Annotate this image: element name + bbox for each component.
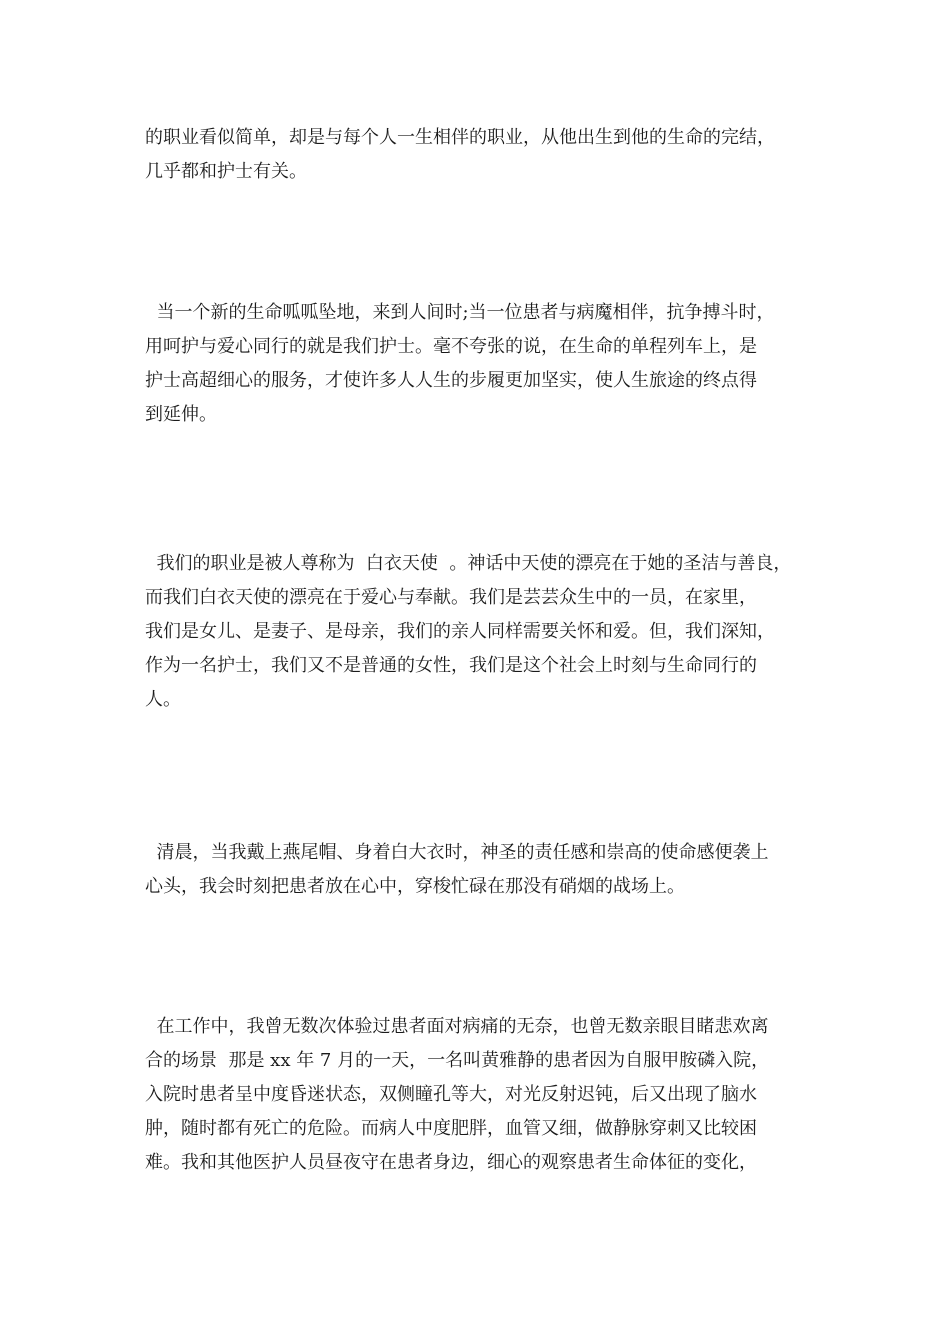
text-line: 入院时患者呈中度昏迷状态，双侧瞳孔等大，对光反射迟钝，后又出现了脑水 — [145, 1084, 757, 1105]
text-line: 作为一名护士，我们又不是普通的女性，我们是这个社会上时刻与生命同行的 — [145, 655, 757, 676]
paragraph-4 — [145, 836, 815, 904]
text-line: 到延伸。 — [145, 404, 217, 425]
text-line: 用呵护与爱心同行的就是我们护士。毫不夸张的说，在生命的单程列车上，是 — [145, 336, 757, 357]
paragraph-3 — [145, 547, 815, 717]
text-line: 几乎都和护士有关。 — [145, 161, 307, 182]
text-line: 清晨，当我戴上燕尾帽、身着白大衣时，神圣的责任感和崇高的使命感便袭上 — [145, 842, 769, 863]
text-line: 心头，我会时刻把患者放在心中，穿梭忙碌在那没有硝烟的战场上。 — [145, 876, 685, 897]
paragraph-1 — [145, 121, 815, 189]
text-line: 我们是女儿、是妻子、是母亲，我们的亲人同样需要关怀和爱。但，我们深知， — [145, 621, 775, 642]
paragraph-5 — [145, 1010, 815, 1180]
text-line: 合的场景 那是 xx 年 7 月的一天，一名叫黄雅静的患者因为自服甲胺磷入院， — [145, 1050, 770, 1071]
text-line: 当一个新的生命呱呱坠地，来到人间时;当一位患者与病魔相伴，抗争搏斗时， — [145, 302, 775, 323]
text-line: 难。我和其他医护人员昼夜守在患者身边，细心的观察患者生命体征的变化， — [145, 1152, 757, 1173]
text-line: 在工作中，我曾无数次体验过患者面对病痛的无奈，也曾无数亲眼目睹悲欢离 — [145, 1016, 769, 1037]
text-line: 护士高超细心的服务，才使许多人人生的步履更加坚实，使人生旅途的终点得 — [145, 370, 757, 391]
text-line: 的职业看似简单，却是与每个人一生相伴的职业，从他出生到他的生命的完结， — [145, 127, 775, 148]
text-line: 肿，随时都有死亡的危险。而病人中度肥胖，血管又细，做静脉穿刺又比较困 — [145, 1118, 757, 1139]
text-line: 我们的职业是被人尊称为 白衣天使 。神话中天使的漂亮在于她的圣洁与善良， — [145, 553, 792, 574]
text-line: 人。 — [145, 689, 181, 710]
text-line: 而我们白衣天使的漂亮在于爱心与奉献。我们是芸芸众生中的一员，在家里， — [145, 587, 757, 608]
paragraph-2 — [145, 296, 815, 432]
